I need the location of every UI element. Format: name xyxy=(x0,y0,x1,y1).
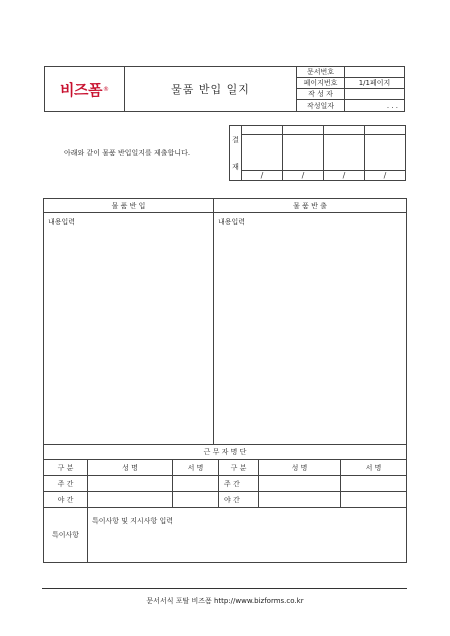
meta-label-date xyxy=(296,99,345,112)
duty-col-name-right xyxy=(258,459,341,476)
duty-row-text: 야 간 xyxy=(57,495,74,504)
duty-col-text: 구 분 xyxy=(57,463,74,472)
approval-date-3[interactable] xyxy=(323,170,365,181)
remarks-label: 특이사항 xyxy=(51,531,80,539)
duty-row-day-label-left xyxy=(43,475,88,492)
duty-row-night-sign-left[interactable] xyxy=(172,491,219,508)
approval-sign-1[interactable] xyxy=(241,134,283,171)
duty-col-text: 성 명 xyxy=(122,463,138,472)
section-in-header xyxy=(43,198,214,213)
section-out-header xyxy=(213,198,407,213)
duty-row-day-sign-left[interactable] xyxy=(172,475,219,492)
duty-row-text: 야 간 xyxy=(224,495,240,504)
approval-date-4[interactable] xyxy=(364,170,406,181)
page-title: 물품 반입 일지 xyxy=(171,83,250,96)
meta-label-text: 작성일자 xyxy=(306,101,335,110)
approval-sign-4[interactable] xyxy=(364,134,406,171)
section-in-placeholder: 내용입력 xyxy=(48,218,76,226)
duty-row-night-label-left xyxy=(43,491,88,508)
duty-roster-title: 근 무 자 명 단 xyxy=(203,448,247,456)
duty-row-text: 주 간 xyxy=(57,479,74,488)
duty-row-night-sign-right[interactable] xyxy=(340,491,407,508)
meta-value-date[interactable] xyxy=(344,99,405,112)
duty-row-night-name-left[interactable] xyxy=(87,491,173,508)
section-in-title: 물 품 반 입 xyxy=(111,201,146,210)
section-in-content[interactable] xyxy=(43,212,214,445)
footer-divider xyxy=(42,588,407,589)
bizforms-logo xyxy=(60,79,109,100)
logo-box xyxy=(44,66,125,112)
duty-col-text: 구 분 xyxy=(230,463,247,472)
approval-sign-2[interactable] xyxy=(282,134,324,171)
approval-date-slash: / xyxy=(383,171,387,180)
title-box xyxy=(124,66,297,112)
section-out-title: 물 품 반 출 xyxy=(293,201,327,210)
duty-roster-header xyxy=(43,444,407,460)
duty-col-text: 서 명 xyxy=(365,463,382,472)
approval-label-bottom: 재 xyxy=(232,162,239,171)
duty-col-text: 성 명 xyxy=(291,463,308,472)
remarks-placeholder: 특이사항 및 지시사항 입력 xyxy=(92,517,174,525)
remarks-content[interactable] xyxy=(87,507,407,563)
footer-text: 문서서식 포탈 비즈폼 http://www.bizforms.co.kr xyxy=(146,597,304,605)
duty-row-day-label-right xyxy=(218,475,259,492)
meta-label-text: 작 성 자 xyxy=(308,90,333,98)
approval-date-slash: / xyxy=(260,171,264,180)
approval-date-slash: / xyxy=(301,171,305,180)
duty-col-text: 서 명 xyxy=(187,463,204,472)
logo-registered-mark: ® xyxy=(102,86,109,94)
duty-row-day-name-right[interactable] xyxy=(258,475,341,492)
duty-row-night-label-right xyxy=(218,491,259,508)
duty-row-text: 주 간 xyxy=(224,479,240,488)
logo-text: 비즈폼 xyxy=(60,80,102,99)
section-out-placeholder: 내용입력 xyxy=(218,218,246,226)
duty-row-night-name-right[interactable] xyxy=(258,491,341,508)
duty-col-type-left xyxy=(43,459,88,476)
meta-value-text: 1/1페이지 xyxy=(358,79,391,87)
approval-sign-3[interactable] xyxy=(323,134,365,171)
meta-label-text: 문서번호 xyxy=(306,68,335,76)
duty-row-day-name-left[interactable] xyxy=(87,475,173,492)
intro-text: 아래와 같이 물품 반입일지를 제출합니다. xyxy=(64,149,191,157)
duty-col-type-right xyxy=(218,459,259,476)
meta-label-text: 페이지번호 xyxy=(303,79,338,87)
meta-value-text: . . . xyxy=(386,101,398,110)
duty-col-sign-right xyxy=(340,459,407,476)
duty-col-name-left xyxy=(87,459,173,476)
approval-date-slash: / xyxy=(342,171,346,180)
remarks-label-cell xyxy=(43,507,88,563)
duty-row-day-sign-right[interactable] xyxy=(340,475,407,492)
approval-date-1[interactable] xyxy=(241,170,283,181)
approval-label-top: 결 xyxy=(232,135,239,144)
section-out-content[interactable] xyxy=(213,212,407,445)
duty-col-sign-left xyxy=(172,459,219,476)
approval-date-2[interactable] xyxy=(282,170,324,181)
